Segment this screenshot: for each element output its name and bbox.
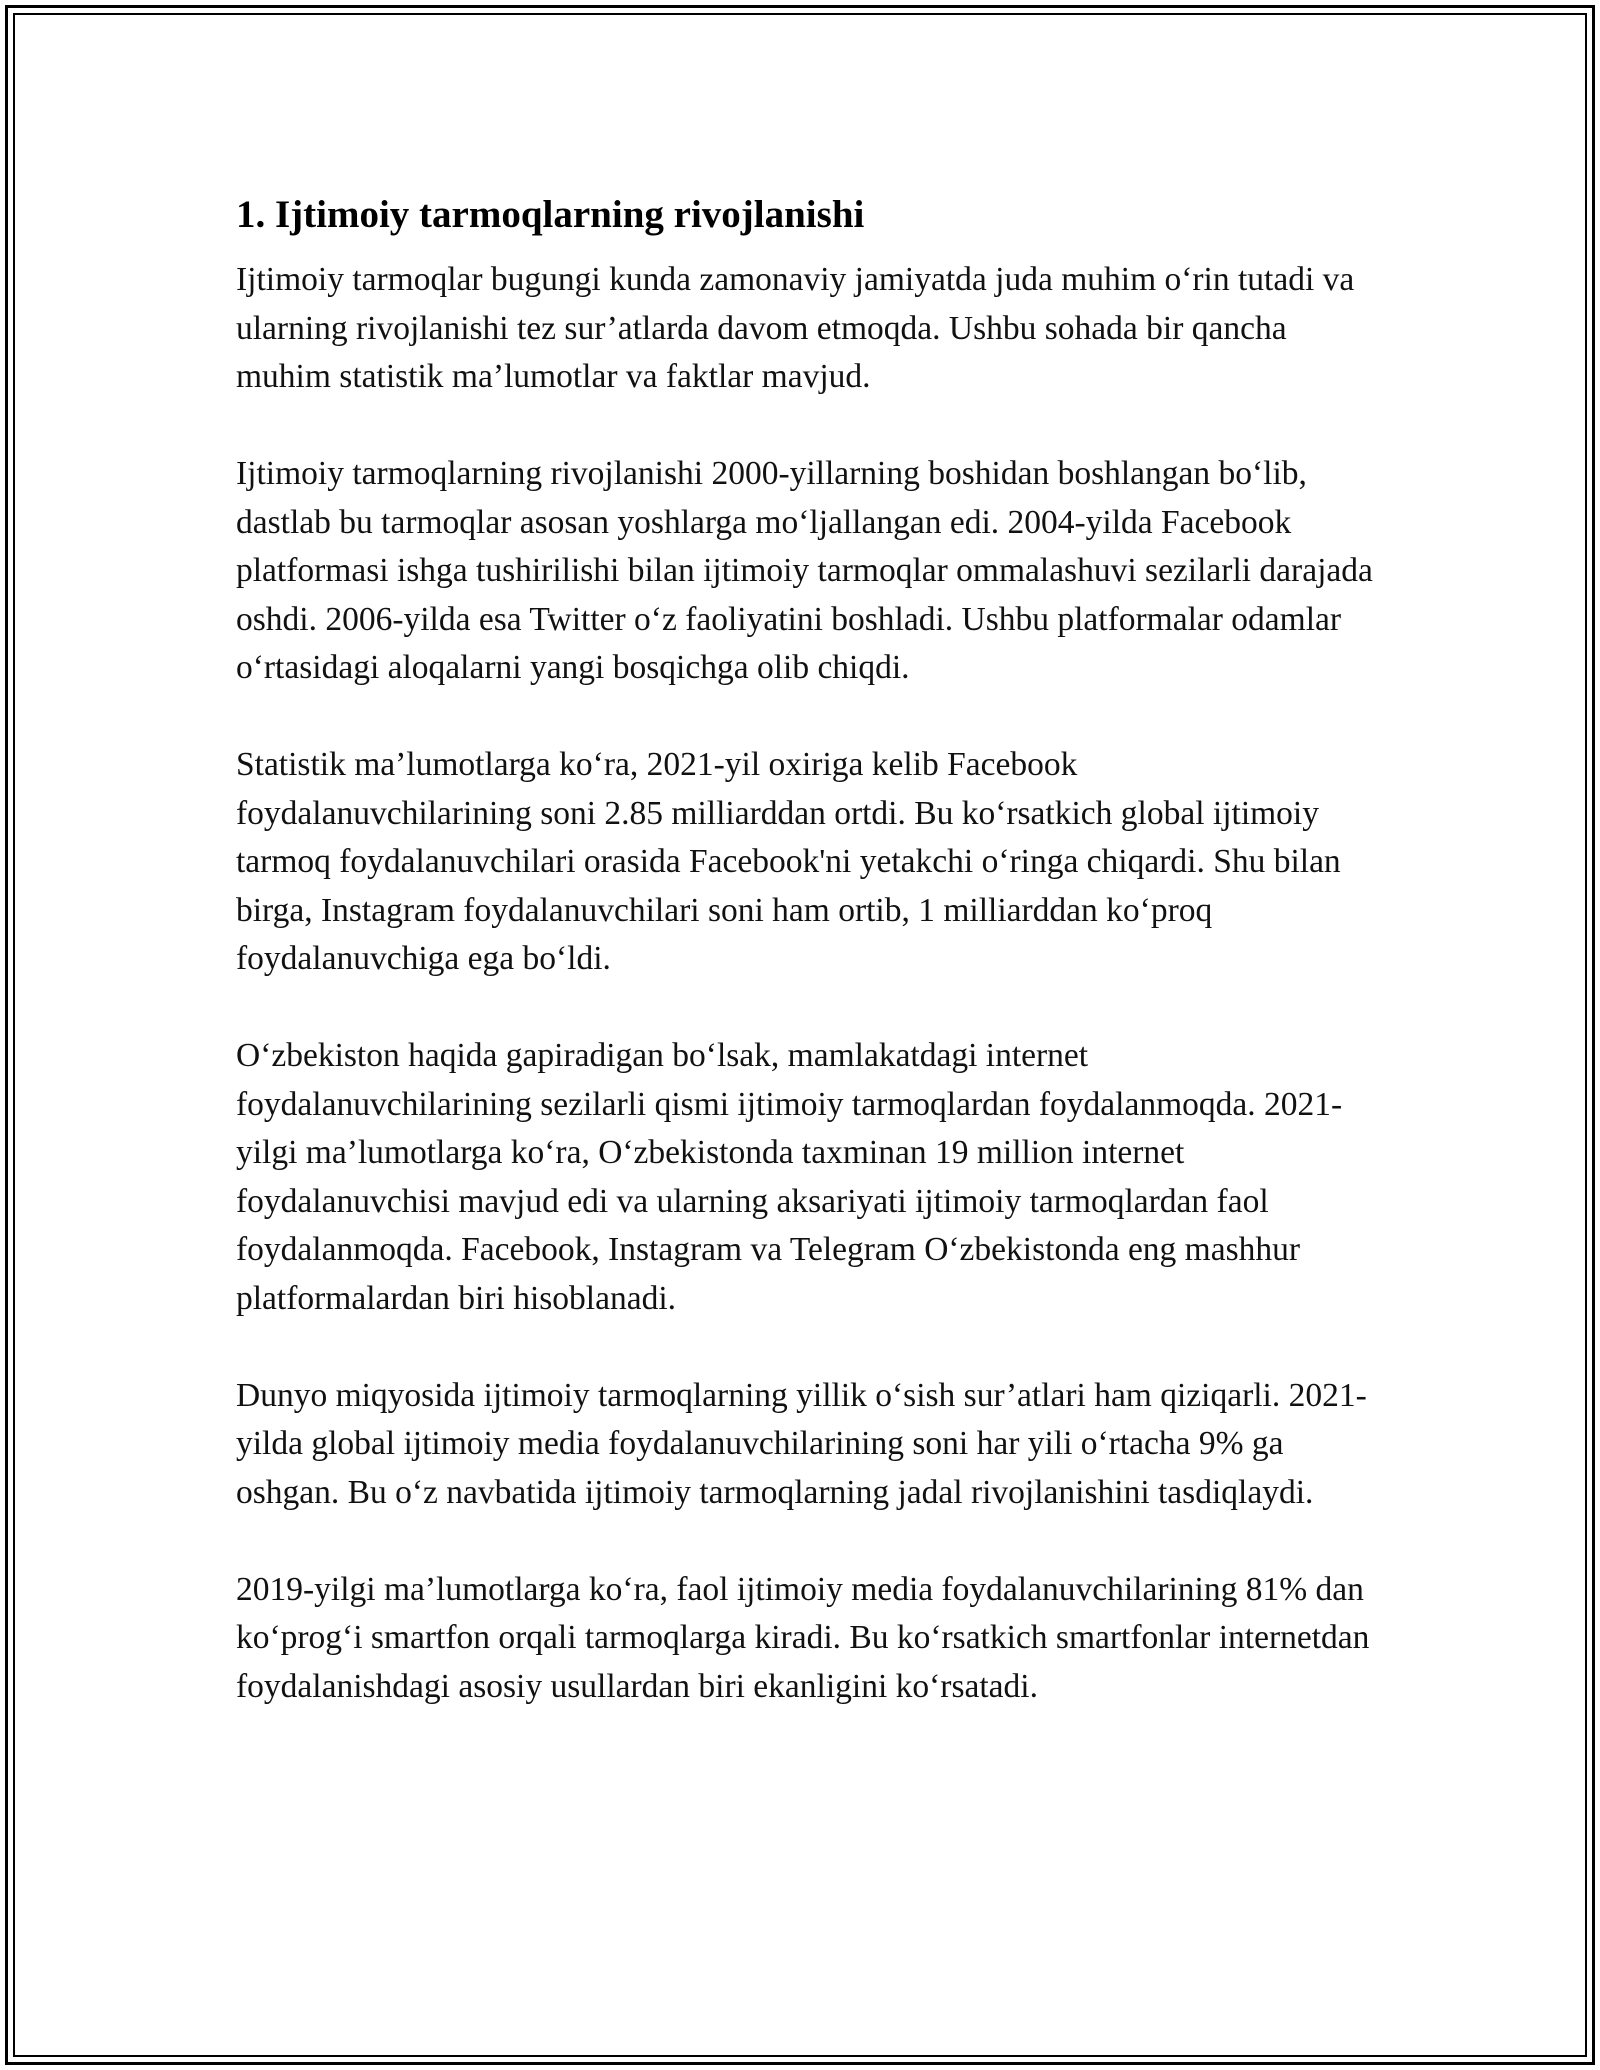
paragraph-smartphones: 2019-yilgi ma’lumotlarga ko‘ra, faol ijtimoiy media foydalanuvchilarining 81% dan ko‘prog‘i smartfon orqali tarmoqlarga kiradi. Bu ko‘rsatkich smartfonlar internetdan foydalanishdagi asosiy usullardan biri ekanligini ko‘rsatadi. — [236, 1570, 1370, 1705]
paragraph-uzbekistan: O‘zbekiston haqida gapiradigan bo‘lsak, mamlakatdagi internet foydalanuvchilarining sezilarli qismi ijtimoiy tarmoqlardan foydalanmoqda. 2021-yilgi ma’lumotlarga ko‘ra, O‘zbekistonda taxminan 19 million internet foydalanuvchisi mavjud edi va ularning aksariyati ijtimoiy tarmoqlardan faol foydalanmoqda. Facebook, Instagram va Telegram O‘zbekistonda eng mashhur platformalardan biri hisoblanadi. — [236, 1037, 1343, 1317]
paragraph-global-growth: Dunyo miqyosida ijtimoiy tarmoqlarning yillik o‘sish sur’atlari ham qiziqarli. 2021-yilda global ijtimoiy media foydalanuvchilarining soni har yili o‘rtacha 9% ga oshgan. Bu o‘z navbatida ijtimoiy tarmoqlarning jadal rivojlanishini tasdiqlaydi. — [236, 1376, 1367, 1511]
paragraph-history: Ijtimoiy tarmoqlarning rivojlanishi 2000-yillarning boshidan boshlangan bo‘lib, dastlab bu tarmoqlar asosan yoshlarga mo‘ljallangan edi. 2004-yilda Facebook platformasi ishga tushirilishi bilan ijtimoiy tarmoqlar ommalashuvi sezilarli darajada oshdi. 2006-yilda esa Twitter o‘z faoliyatini boshladi. Ushbu platformalar odamlar o‘rtasidagi aloqalarni yangi bosqichga olib chiqdi. — [236, 455, 1373, 686]
paragraph-facebook-stats: Statistik ma’lumotlarga ko‘ra, 2021-yil oxiriga kelib Facebook foydalanuvchilarining soni 2.85 milliarddan ortdi. Bu ko‘rsatkich global ijtimoiy tarmoq foydalanuvchilari orasida Facebook'ni yetakchi o‘ringa chiqardi. Shu bilan birga, Instagram foydalanuvchilari soni ham ortib, 1 milliarddan ko‘proq foydalanuvchiga ega bo‘ldi. — [236, 746, 1341, 977]
paragraph-intro: Ijtimoiy tarmoqlar bugungi kunda zamonaviy jamiyatda juda muhim o‘rin tutadi va ularning rivojlanishi tez sur’atlarda davom etmoqda. Ushbu sohada bir qancha muhim statistik ma’lumotlar va faktlar mavjud. — [236, 261, 1355, 395]
section-heading: 1. Ijtimoiy tarmoqlarning rivojlanishi — [236, 193, 865, 236]
document-body — [236, 186, 1376, 1711]
